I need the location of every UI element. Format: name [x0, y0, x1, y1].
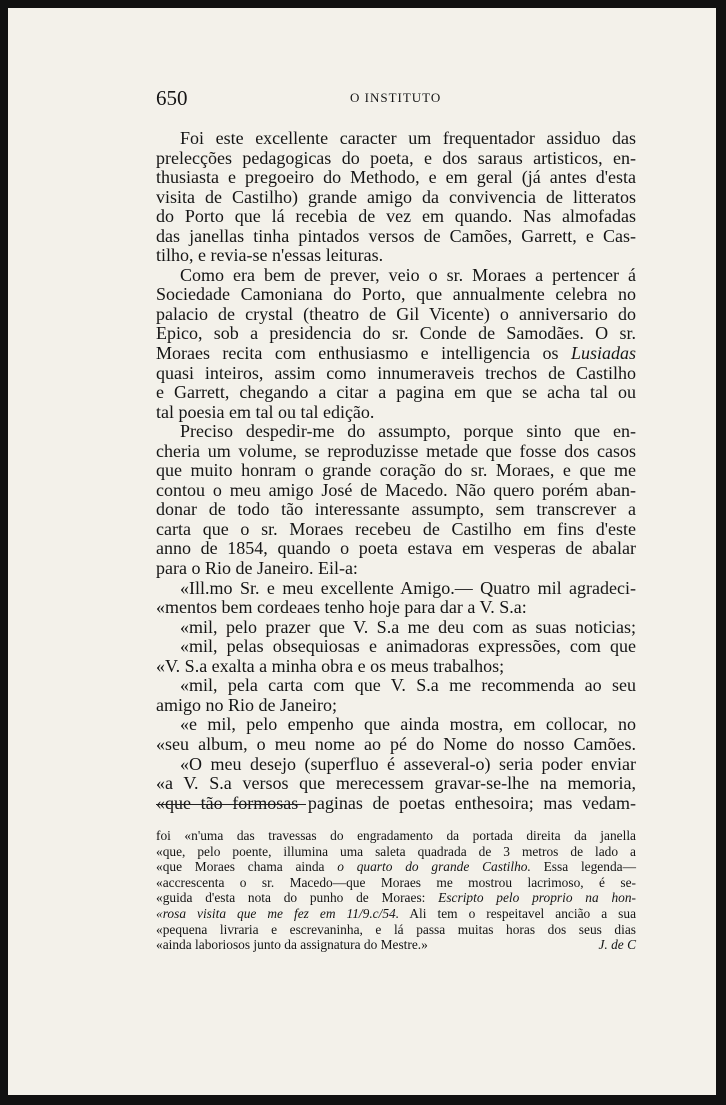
- page-header: [156, 86, 636, 110]
- letter-line: «seu album, o meu nome ao pé do Nome do nosso Camões.: [156, 733, 636, 754]
- text-line: que muito honram o grande coração do sr. Moraes, e que me: [156, 460, 636, 481]
- text-line: carta que o sr. Moraes recebeu de Castilho em fins d'este: [156, 518, 636, 539]
- letter-line: amigo no Rio de Janeiro;: [156, 694, 337, 715]
- paragraph-3: [156, 422, 636, 578]
- text-line-block: [156, 364, 636, 384]
- text-line: das janellas tinha pintados versos de Camões, Garrett, e Cas-: [156, 225, 636, 246]
- footnote-text: «que Moraes chama ainda: [156, 859, 325, 875]
- footnote-line: «que, pelo poente, illumina uma saleta quadrada de 3 metros de lado a: [156, 843, 636, 859]
- text-line: tilho, e revia-se n'essas leituras.: [156, 245, 384, 266]
- footnote-italic: Escripto pelo proprio na hon-: [438, 890, 636, 906]
- text-line: donar de todo tão interessante assumpto, sem transcrever a: [156, 499, 636, 520]
- text-line-block: [156, 520, 636, 540]
- running-title: O INSTITUTO: [350, 90, 442, 105]
- text-line: prelecções pedagogicas do poeta, e dos saraus artisticos, en-: [156, 147, 636, 168]
- footnote-text: Ali tem o respeitavel ancião a sua: [409, 905, 637, 921]
- book-page: [8, 8, 716, 1095]
- text-line-block: [156, 188, 636, 208]
- footnote-line: foi «n'uma das travessas do engradamento da portada direita da janella: [156, 828, 636, 843]
- italic-title: Lusiadas: [570, 343, 637, 364]
- text-line-block: [156, 461, 636, 481]
- text-line-block: [156, 403, 636, 423]
- letter-line: «a V. S.a versos que merecessem gravar-se-lhe na memoria,: [156, 773, 636, 794]
- text-line-block: [156, 324, 636, 344]
- text-line-block: [156, 500, 636, 520]
- text-line-block: [156, 422, 636, 442]
- main-text: [156, 129, 636, 813]
- letter-line: «mil, pelas obsequiosas e animadoras expressões, com que: [180, 636, 636, 657]
- footnote-line: [156, 906, 636, 922]
- text-line-block: [156, 266, 636, 286]
- text-line-block: [156, 383, 636, 403]
- footnote-line: [156, 859, 636, 875]
- text-line-block: [156, 442, 636, 462]
- letter-line: «O meu desejo (superfluo é asseveral-o) seria poder enviar: [180, 753, 636, 774]
- footnote-text: «guida d'esta nota do punho de Moraes:: [156, 890, 426, 906]
- text-line: para o Rio de Janeiro. Eil-a:: [156, 558, 358, 579]
- text-line: Sociedade Camoniana do Porto, que annualmente celebra no: [156, 284, 636, 305]
- text-line: Epico, sob a presidencia do sr. Conde de Samodães. O sr.: [156, 323, 636, 344]
- letter-line: «mil, pelo prazer que V. S.a me deu com as suas noticias;: [180, 616, 636, 637]
- text-line-block: [156, 168, 636, 188]
- text-line: anno de 1854, quando o poeta estava em vesperas de abalar: [156, 538, 636, 559]
- footnote-line: [156, 890, 636, 906]
- text-line: cheria um volume, se reproduzisse metade que fosse dos casos: [156, 440, 636, 461]
- footnote-italic: o quarto do grande Castilho.: [337, 859, 531, 875]
- text-line: do Porto que lá recebia de vez em quando. Nas almofadas: [156, 206, 636, 227]
- text-line: palacio de crystal (theatro de Gil Vicente) o anniversario do: [156, 303, 636, 324]
- footnote-text: Essa legenda—: [543, 859, 636, 875]
- paragraph-1: [156, 129, 636, 266]
- text-line-block: [156, 481, 636, 501]
- letter-line: «mil, pela carta com que V. S.a me recommenda ao seu: [180, 675, 636, 696]
- text-line-block: [156, 539, 636, 559]
- footnote-text: «ainda laboriosos junto da assignatura do Mestre.»: [156, 937, 428, 953]
- letter-line: «que tão formosas paginas de poetas enthesoira; mas vedam-: [156, 792, 636, 813]
- text-line-block: [156, 344, 636, 364]
- text-line: Preciso despedir-me do assumpto, porque sinto que en-: [180, 421, 636, 442]
- text-line-block: [156, 149, 636, 169]
- letter-line: «Ill.mo Sr. e meu excellente Amigo.— Quatro mil agradeci-: [180, 577, 636, 598]
- text-line-block: [156, 559, 636, 579]
- text-line: thusiasta e pregoeiro do Methodo, e em geral (já antes d'esta: [156, 167, 636, 188]
- text-line-block: [156, 305, 636, 325]
- text-line-block: [156, 207, 636, 227]
- text-line: quasi inteiros, assim como innumeraveis trechos de Castilho: [156, 362, 636, 383]
- footnote-line: «pequena livraria e escrevaninha, e lá passa muitas horas dos seus dias: [156, 921, 636, 937]
- text-line: Como era bem de prever, veio o sr. Moraes a pertencer á: [180, 264, 636, 285]
- footnote-line: «accrescenta o sr. Macedo—que Moraes me mostrou lacrimoso, é se-: [156, 874, 636, 890]
- footnote-signature: J. de C: [598, 937, 636, 953]
- footnote-italic: «rosa visita que me fez em 11/9.c/54.: [156, 905, 400, 921]
- text-line: Moraes recita com enthusiasmo e intelligencia os: [156, 343, 559, 364]
- text-line-block: [156, 227, 636, 247]
- letter-line: «V. S.a exalta a minha obra e os meus trabalhos;: [156, 655, 505, 676]
- text-line: e Garrett, chegando a citar a pagina em que se acha tal ou: [156, 382, 636, 403]
- text-line: Foi este excellente caracter um frequentador assiduo das: [180, 128, 636, 148]
- letter-line: «e mil, pelo empenho que ainda mostra, em collocar, no: [180, 714, 636, 735]
- footnote-line: [156, 937, 636, 953]
- text-line: contou o meu amigo José de Macedo. Não quero porém aban-: [156, 479, 636, 500]
- footnote-rule: [156, 804, 306, 805]
- footnote: [156, 828, 636, 953]
- page-number: 650: [156, 86, 188, 110]
- text-line: tal poesia em tal ou tal edição.: [156, 401, 375, 422]
- text-line: visita de Castilho) grande amigo da convivencia de litteratos: [156, 186, 636, 207]
- text-line-block: [156, 246, 636, 266]
- paragraph-2: [156, 266, 636, 422]
- text-line-block: [156, 129, 636, 149]
- text-line-block: [156, 285, 636, 305]
- letter-line: «mentos bem cordeaes tenho hoje para dar a V. S.a:: [156, 597, 527, 618]
